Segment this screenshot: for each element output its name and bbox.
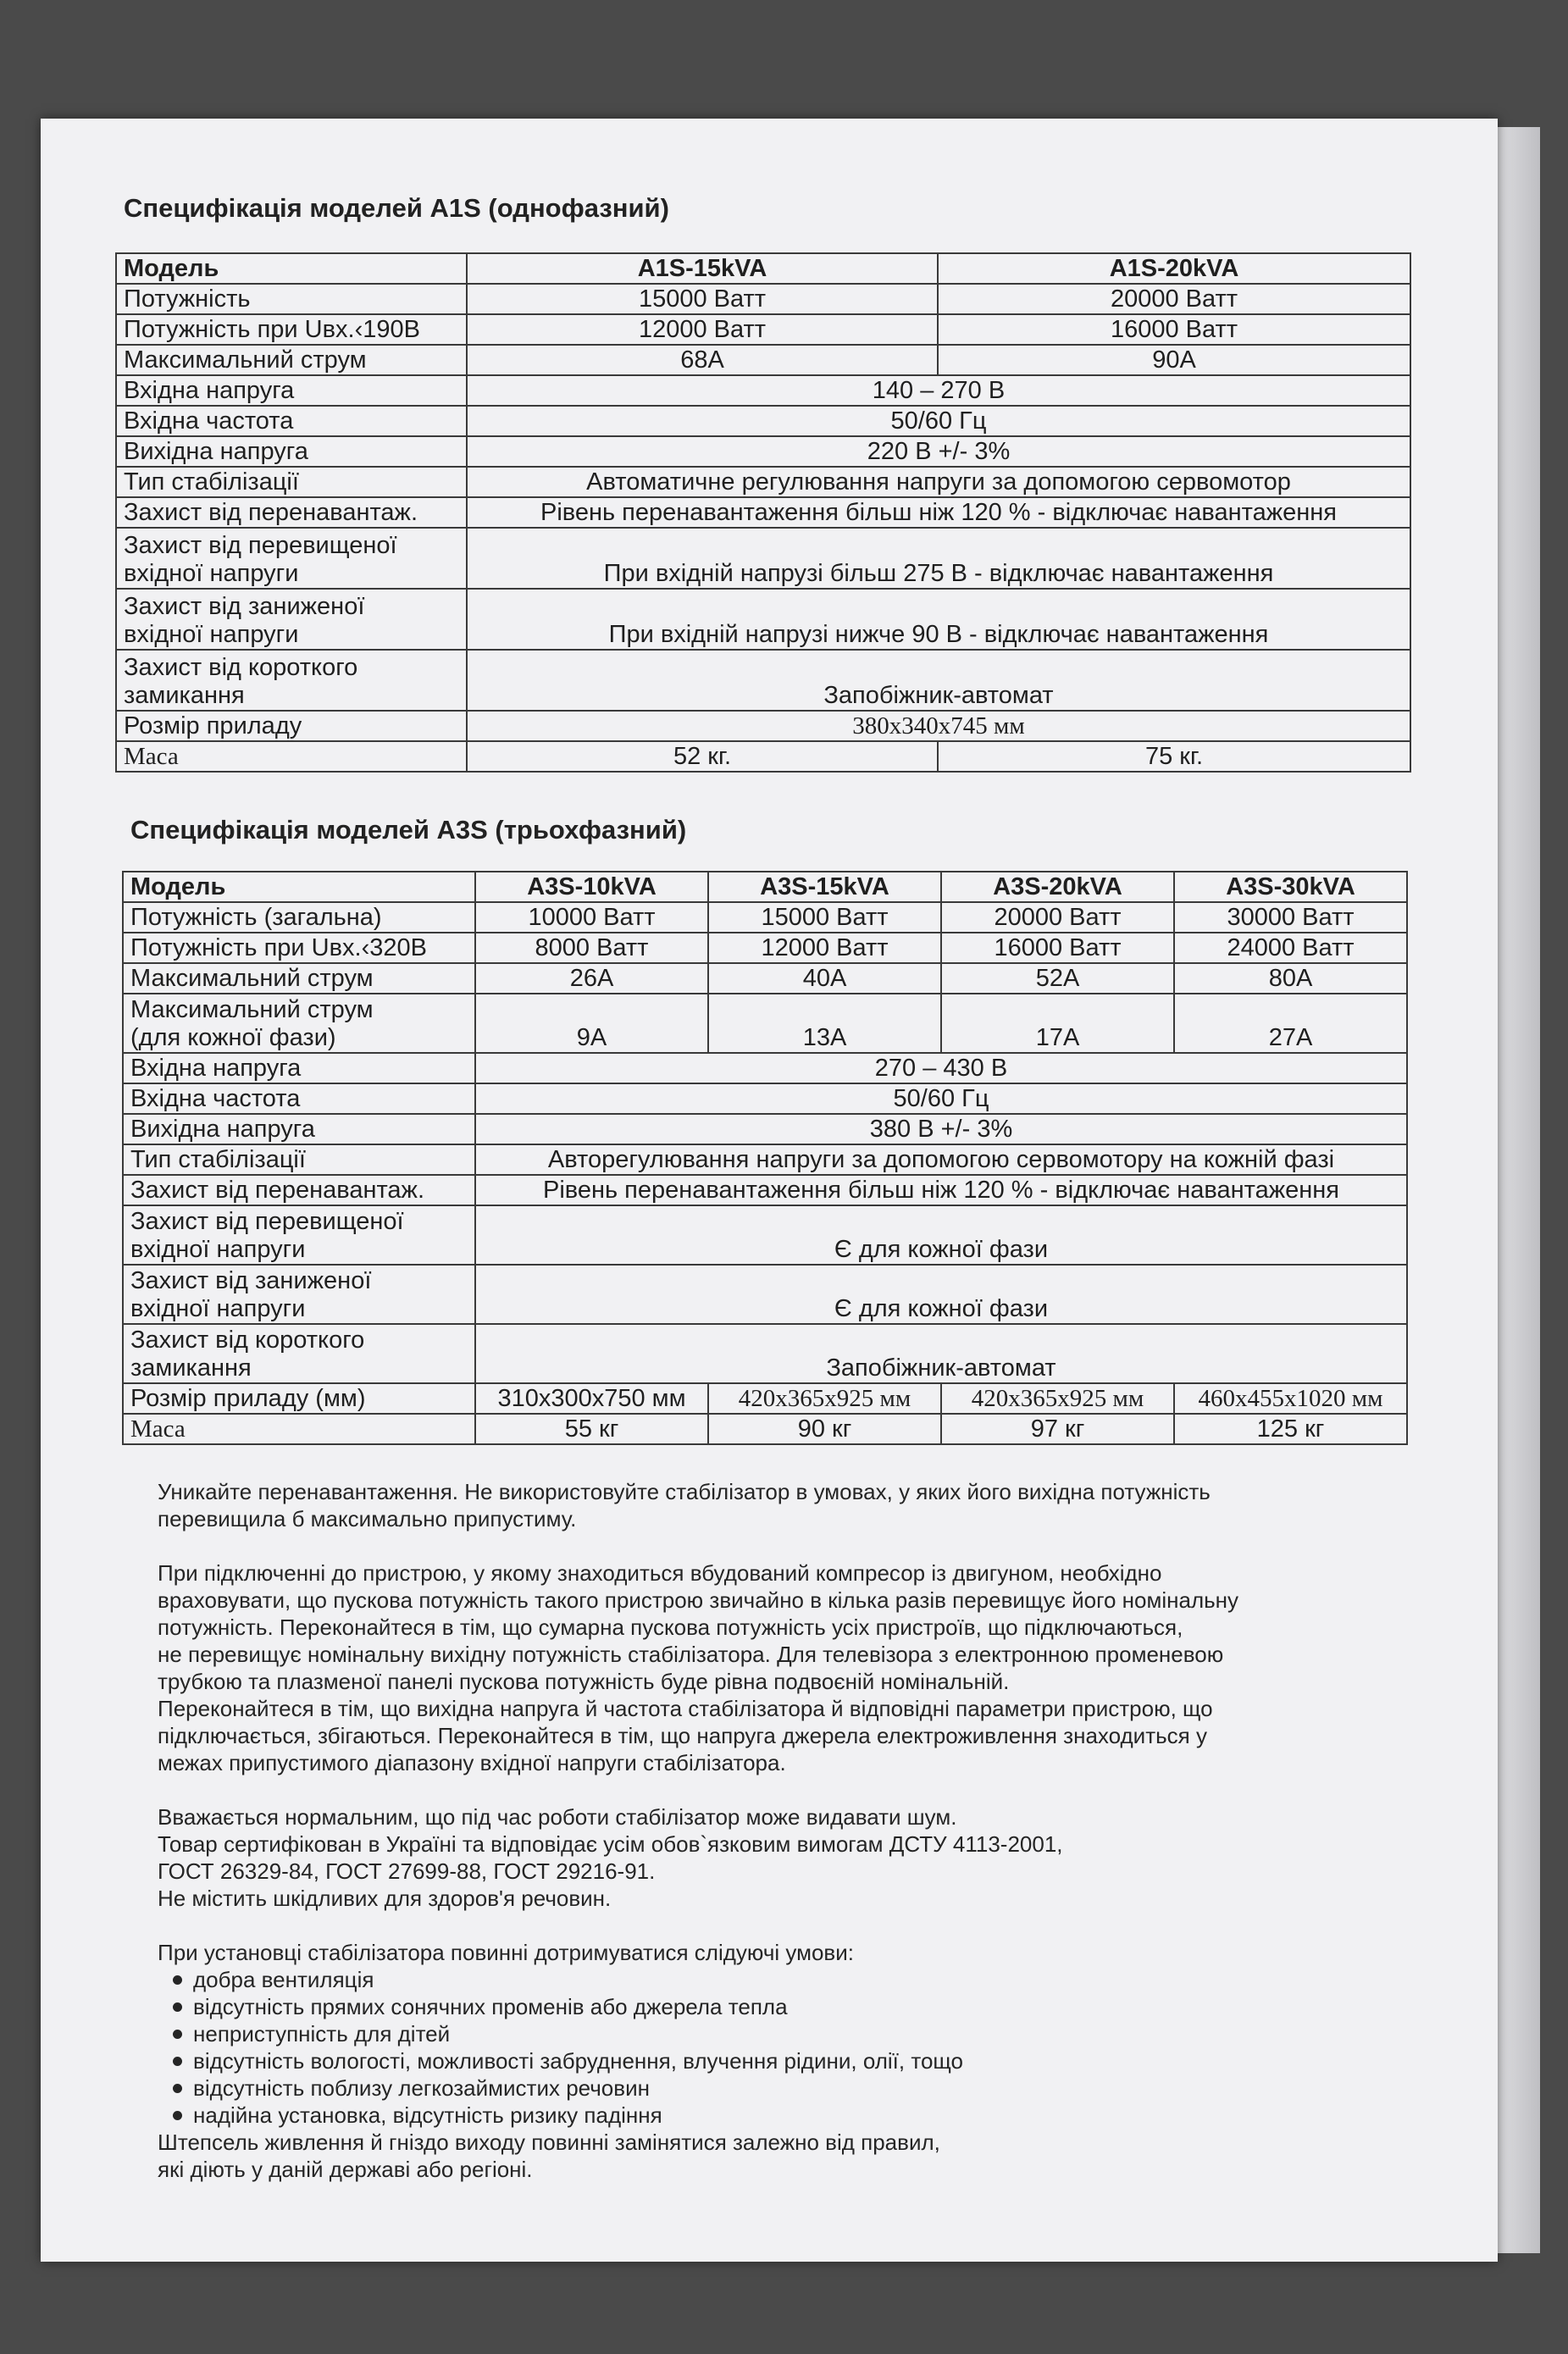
table-row <box>123 1414 1407 1444</box>
text-line: підключається, збігаються. Переконайтеся в тім, що напруга джерела електроживлення знаходиться у <box>158 1723 1207 1748</box>
table-row <box>116 711 1410 741</box>
usage-notes <box>158 1478 1445 2183</box>
row-label: Вхідна частота <box>123 1083 475 1114</box>
table-row <box>116 528 1410 589</box>
row-label: Потужність при Uвх.‹190В <box>116 314 467 345</box>
table-row <box>116 436 1410 467</box>
table-row <box>123 1053 1407 1083</box>
cell-value: 16000 Ватт <box>938 314 1410 345</box>
table-row <box>123 872 1407 902</box>
row-label: Максимальний струм <box>123 963 475 994</box>
text-line: Вважається нормальним, що під час роботи стабілізатор може видавати шум. <box>158 1804 957 1830</box>
cell-value: Рівень перенавантаження більш ніж 120 % - відключає навантаження <box>467 497 1410 528</box>
row-label-line: Захист від заниженої <box>124 593 365 620</box>
cell-value: 97 кг <box>941 1414 1174 1444</box>
table-row <box>123 963 1407 994</box>
cell-value: 52А <box>941 963 1174 994</box>
cell-value: 13А <box>708 994 941 1053</box>
cell-value: 420х365х925 мм <box>708 1383 941 1414</box>
text-line: враховувати, що пускова потужність такого пристрою звичайно в кілька разів перевищує його номінальну <box>158 1587 1239 1613</box>
table-row <box>116 741 1410 772</box>
table-row <box>116 497 1410 528</box>
cell-value: 380 В +/- 3% <box>475 1114 1407 1144</box>
table-row <box>123 1324 1407 1383</box>
text-line: які діють у даній державі або регіоні. <box>158 2157 533 2182</box>
cell-value: 8000 Ватт <box>475 933 708 963</box>
a1s-title: Специфікація моделей A1S (однофазний) <box>124 193 669 223</box>
row-label-line: вхідної напруги <box>130 1236 306 1263</box>
row-label: Захист від перенавантаж. <box>123 1175 475 1205</box>
text-line: потужність. Переконайтеся в тім, що сумарна пускова потужність усіх пристроїв, що підключаються, <box>158 1615 1183 1640</box>
row-label <box>123 1205 475 1265</box>
row-label <box>123 1265 475 1324</box>
row-label-line: Захист від заниженої <box>130 1267 372 1294</box>
cell-value: 310х300х750 мм <box>475 1383 708 1414</box>
table-row <box>116 375 1410 406</box>
row-label-line: замикання <box>130 1354 252 1382</box>
row-label <box>116 650 467 711</box>
model-a1s-20kva: A1S-20kVA <box>938 253 1410 284</box>
table-row <box>116 589 1410 650</box>
row-label: Вихідна напруга <box>123 1114 475 1144</box>
model-header: Модель <box>116 253 467 284</box>
table-row <box>116 406 1410 436</box>
cell-value: 12000 Ватт <box>467 314 938 345</box>
text-line: межах припустимого діапазону вхідної напруги стабілізатора. <box>158 1750 786 1775</box>
cell-value: Є для кожної фази <box>475 1265 1407 1324</box>
text-line: Уникайте перенавантаження. Не використовуйте стабілізатор в умовах, у яких його вихідна потужність <box>158 1479 1211 1504</box>
cell-value: Запобіжник-автомат <box>467 650 1410 711</box>
row-label: Маса <box>123 1414 475 1444</box>
row-label: Тип стабілізації <box>123 1144 475 1175</box>
table-row <box>116 345 1410 375</box>
cell-value: 15000 Ватт <box>467 284 938 314</box>
list-item: неприступність для дітей <box>173 2020 1445 2047</box>
table-row <box>123 902 1407 933</box>
text-line: перевищила б максимально припустиму. <box>158 1506 577 1531</box>
table-row <box>123 1175 1407 1205</box>
table-row <box>116 284 1410 314</box>
cell-value: Є для кожної фази <box>475 1205 1407 1265</box>
row-label-line: Захист від короткого <box>130 1327 365 1354</box>
text-line: не перевищує номінальну вихідну потужність стабілізатора. Для телевізора з електронною променевою <box>158 1642 1224 1667</box>
a3s-title: Специфікація моделей A3S (трьохфазний) <box>130 815 687 845</box>
row-label: Вхідна напруга <box>123 1053 475 1083</box>
row-label <box>116 589 467 650</box>
row-label: Вхідна частота <box>116 406 467 436</box>
cell-value: 55 кг <box>475 1414 708 1444</box>
list-item: відсутність прямих сонячних променів або джерела тепла <box>173 1993 1445 2020</box>
cell-value: При вхідній напрузі більш 275 В - відключає навантаження <box>467 528 1410 589</box>
cell-value: Рівень перенавантаження більш ніж 120 % - відключає навантаження <box>475 1175 1407 1205</box>
text-line: ГОСТ 26329-84, ГОСТ 27699-88, ГОСТ 29216-91. <box>158 1858 656 1884</box>
row-label: Захист від перенавантаж. <box>116 497 467 528</box>
list-item: відсутність поблизу легкозаймистих речовин <box>173 2074 1445 2102</box>
list-item: відсутність вологості, можливості забруднення, влучення рідини, олії, тощо <box>173 2047 1445 2074</box>
adjacent-page-edge <box>1498 127 1540 2253</box>
row-label: Потужність при Uвх.‹320В <box>123 933 475 963</box>
row-label-line: вхідної напруги <box>124 621 299 648</box>
table-row <box>116 467 1410 497</box>
row-label-line: замикання <box>124 682 245 709</box>
row-label-line: Захист від перевищеної <box>124 532 397 559</box>
cell-value: 270 – 430 В <box>475 1053 1407 1083</box>
cell-value: 50/60 Гц <box>467 406 1410 436</box>
table-row <box>123 1265 1407 1324</box>
conditions-list <box>158 1966 1445 2129</box>
cell-value: 75 кг. <box>938 741 1410 772</box>
row-label-line: вхідної напруги <box>124 560 299 587</box>
cell-value: 9А <box>475 994 708 1053</box>
model-a3s-10kva: A3S-10kVA <box>475 872 708 902</box>
cell-value: 80А <box>1174 963 1407 994</box>
cell-value: 20000 Ватт <box>938 284 1410 314</box>
a3s-spec-table <box>122 871 1408 1445</box>
cell-value: Авторегулювання напруги за допомогою сервомотору на кожній фазі <box>475 1144 1407 1175</box>
row-label <box>123 1324 475 1383</box>
row-label: Потужність <box>116 284 467 314</box>
row-label: Потужність (загальна) <box>123 902 475 933</box>
row-label <box>123 994 475 1053</box>
cell-value: 220 В +/- 3% <box>467 436 1410 467</box>
row-label: Вхідна напруга <box>116 375 467 406</box>
model-a3s-30kva: A3S-30kVA <box>1174 872 1407 902</box>
cell-value: 125 кг <box>1174 1414 1407 1444</box>
row-label: Розмір приладу (мм) <box>123 1383 475 1414</box>
row-label-line: Захист від перевищеної <box>130 1208 404 1235</box>
table-row <box>123 1383 1407 1414</box>
cell-value: 380х340х745 мм <box>467 711 1410 741</box>
cell-value: 90А <box>938 345 1410 375</box>
row-label-line: (для кожної фази) <box>130 1024 336 1051</box>
text-line: Товар сертифікован в Україні та відповідає усім обов`язковим вимогам ДСТУ 4113-2001, <box>158 1831 1063 1857</box>
text-line: Переконайтеся в тім, що вихідна напруга й частота стабілізатора й відповідні параметри пристрою, що <box>158 1696 1213 1721</box>
model-header: Модель <box>123 872 475 902</box>
row-label-line: Захист від короткого <box>124 654 358 681</box>
cell-value: 27А <box>1174 994 1407 1053</box>
row-label: Вихідна напруга <box>116 436 467 467</box>
cell-value: 24000 Ватт <box>1174 933 1407 963</box>
table-row <box>116 650 1410 711</box>
model-a1s-15kva: A1S-15kVA <box>467 253 938 284</box>
certification-paragraph <box>158 1803 1445 1912</box>
cell-value: 16000 Ватт <box>941 933 1174 963</box>
table-row <box>123 1144 1407 1175</box>
a1s-spec-table <box>115 252 1411 773</box>
cell-value: 40А <box>708 963 941 994</box>
text-line: трубкою та плазменої панелі пускова потужність буде рівна подвоєній номінальній. <box>158 1669 1010 1694</box>
text-line: При підключенні до пристрою, у якому знаходиться вбудований компресор із двигуном, необхідно <box>158 1560 1162 1586</box>
table-row <box>123 1083 1407 1114</box>
list-item: надійна установка, відсутність ризику падіння <box>173 2102 1445 2129</box>
cell-value: 12000 Ватт <box>708 933 941 963</box>
cell-value: 460х455х1020 мм <box>1174 1383 1407 1414</box>
cell-value: 15000 Ватт <box>708 902 941 933</box>
cell-value: 90 кг <box>708 1414 941 1444</box>
startup-power-paragraph <box>158 1559 1445 1776</box>
cell-value: 30000 Ватт <box>1174 902 1407 933</box>
table-row <box>116 314 1410 345</box>
overload-paragraph <box>158 1478 1445 1532</box>
table-row <box>123 994 1407 1053</box>
row-label: Тип стабілізації <box>116 467 467 497</box>
row-label: Розмір приладу <box>116 711 467 741</box>
cell-value: 20000 Ватт <box>941 902 1174 933</box>
row-label: Маса <box>116 741 467 772</box>
row-label-line: Максимальний струм <box>130 996 374 1023</box>
installation-conditions <box>158 1939 1445 2183</box>
model-a3s-15kva: A3S-15kVA <box>708 872 941 902</box>
cell-value: 50/60 Гц <box>475 1083 1407 1114</box>
table-row <box>123 1114 1407 1144</box>
cell-value: 52 кг. <box>467 741 938 772</box>
text-line: Штепсель живлення й гніздо виходу повинні замінятися залежно від правил, <box>158 2130 940 2155</box>
table-row <box>123 1205 1407 1265</box>
row-label: Максимальний струм <box>116 345 467 375</box>
cell-value: 17А <box>941 994 1174 1053</box>
model-a3s-20kva: A3S-20kVA <box>941 872 1174 902</box>
row-label <box>116 528 467 589</box>
cell-value: Автоматичне регулювання напруги за допомогою сервомотор <box>467 467 1410 497</box>
cell-value: При вхідній напрузі нижче 90 В - відключає навантаження <box>467 589 1410 650</box>
text-line: Не містить шкідливих для здоров'я речовин. <box>158 1886 612 1911</box>
cell-value: 140 – 270 В <box>467 375 1410 406</box>
conditions-intro: При установці стабілізатора повинні дотримуватися слідуючі умови: <box>158 1940 854 1965</box>
cell-value: 10000 Ватт <box>475 902 708 933</box>
table-row <box>116 253 1410 284</box>
cell-value: Запобіжник-автомат <box>475 1324 1407 1383</box>
cell-value: 26А <box>475 963 708 994</box>
list-item: добра вентиляція <box>173 1966 1445 1993</box>
cell-value: 420х365х925 мм <box>941 1383 1174 1414</box>
table-row <box>123 933 1407 963</box>
cell-value: 68А <box>467 345 938 375</box>
row-label-line: вхідної напруги <box>130 1295 306 1322</box>
